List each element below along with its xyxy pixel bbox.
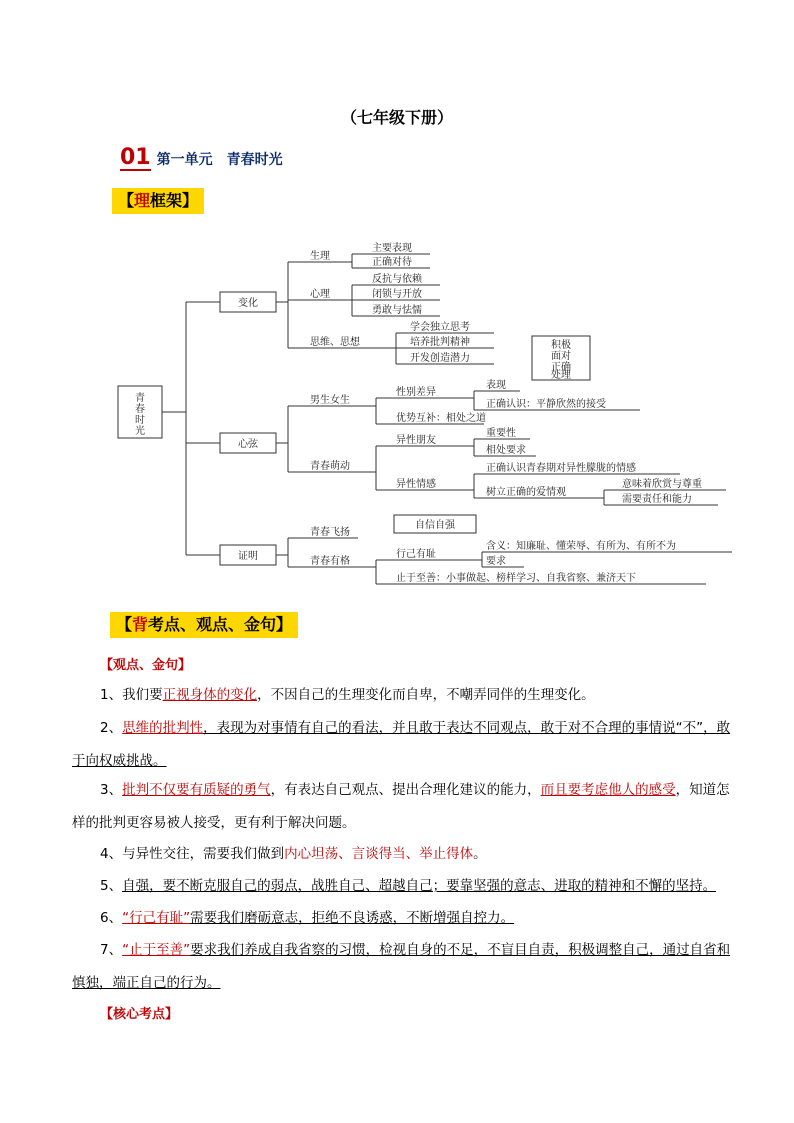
view-2: 2、思维的批判性，表现为对事情有自己的看法，并且敢于表达不同观点，敢于对不合理的事情说“不”，敢于向权威挑战。 <box>72 720 731 769</box>
core-tag: 【核心考点】 <box>100 1007 179 1022</box>
node-psy-2: 闭锁与开放 <box>372 289 422 300</box>
node-thinking: 思维、思想 <box>310 337 360 348</box>
views-tag: 【观点、金句】 <box>100 658 192 673</box>
node-psy-1: 反抗与依赖 <box>372 274 422 285</box>
root-label-4: 光 <box>135 426 145 437</box>
side-3: 正确 <box>551 362 571 373</box>
node-psychology: 心理 <box>310 289 330 300</box>
points-accent: 背 <box>132 615 149 634</box>
node-act-1: 含义：知廉耻、懂荣辱、有所为、有所不为 <box>486 541 676 552</box>
node-psy-3: 勇敢与怯懦 <box>372 305 422 316</box>
points-banner <box>110 612 298 638</box>
node-youth: 青春萌动 <box>310 461 350 472</box>
node-love-2: 需要责任和能力 <box>622 494 692 505</box>
unit-number: 01 <box>120 145 151 170</box>
view-6: 6、“行己有耻”需要我们磨砺意志，拒绝不良诱惑，不断增强自控力。 <box>100 910 515 926</box>
node-gender-diff: 性别差异 <box>396 387 436 398</box>
node-think-1: 学会独立思考 <box>410 322 470 333</box>
node-shame: 青春有格 <box>310 556 350 567</box>
node-gender-2: 正确认识：平静欣然的接受 <box>486 399 606 410</box>
node-act-2: 要求 <box>486 556 506 567</box>
node-think-2: 培养批判精神 <box>410 337 470 348</box>
node-emotion-2: 树立正确的爱情观 <box>486 487 566 498</box>
points-rest: 考点、观点、金句】 <box>148 615 293 634</box>
view-5: 5、自强，要不断克服自己的弱点，战胜自己、超越自己；要靠坚强的意志、进取的精神和不懈的坚持。 <box>100 878 717 894</box>
node-friends-2: 相处要求 <box>486 445 526 456</box>
view-3: 3、批判不仅要有质疑的勇气，有表达自己观点、提出合理化建议的能力，而且要考虑他人的感受，知道怎样的批判更容易被人接受，更有利于解决问题。 <box>72 782 730 831</box>
node-emotion: 异性情感 <box>396 479 436 490</box>
branch-proof: 证明 <box>238 551 258 562</box>
node-phys-1: 主要表现 <box>372 243 412 254</box>
node-physiology: 生理 <box>310 251 330 262</box>
node-phys-2: 正确对待 <box>372 257 412 268</box>
branch-change: 变化 <box>238 298 258 309</box>
banner-accent: 理 <box>134 191 151 210</box>
side-2: 面对 <box>551 351 571 362</box>
node-emotion-1: 正确认识青春期对异性朦胧的情感 <box>486 463 636 474</box>
side-4: 处理 <box>551 370 571 381</box>
node-friends-1: 重要性 <box>486 428 516 439</box>
view-4: 4、与异性交往，需要我们做到内心坦荡、言谈得当、举止得体。 <box>100 846 487 862</box>
page-title: （七年级下册） <box>340 108 453 127</box>
side-1: 积极 <box>551 340 571 351</box>
node-soar: 青春飞扬 <box>310 527 350 538</box>
node-boys-girls: 男生女生 <box>310 395 350 406</box>
unit-topic: 青春时光 <box>226 152 283 168</box>
root-label-2: 春 <box>135 404 145 415</box>
branch-xinxian: 心弦 <box>238 439 258 450</box>
node-self-strong: 自信自强 <box>415 520 455 531</box>
root-label-1: 青 <box>135 393 145 404</box>
node-friends: 异性朋友 <box>396 435 436 446</box>
unit-name: 第一单元 <box>156 152 213 168</box>
banner-bracket: 【 <box>118 191 135 210</box>
node-supreme: 止于至善：小事做起、榜样学习、自我省察、兼济天下 <box>396 573 636 584</box>
points-bracket: 【 <box>116 615 133 634</box>
root-label-3: 时 <box>135 415 145 426</box>
node-act-shame: 行己有耻 <box>396 549 436 560</box>
node-complement: 优势互补：相处之道 <box>396 413 486 424</box>
view-1: 1、我们要正视身体的变化，不因自己的生理变化而自卑，不嘲弄同伴的生理变化。 <box>100 687 595 703</box>
node-think-3: 开发创造潜力 <box>410 353 470 364</box>
view-7: 7、“止于至善”要求我们养成自我省察的习惯，检视自身的不足，不盲目自责，积极调整自己，通过自省和慎独，端正自己的行为。 <box>72 942 731 991</box>
node-gender-1: 表现 <box>486 380 506 391</box>
node-love-1: 意味着欣赏与尊重 <box>622 479 702 490</box>
banner-rest: 框架】 <box>150 191 199 210</box>
